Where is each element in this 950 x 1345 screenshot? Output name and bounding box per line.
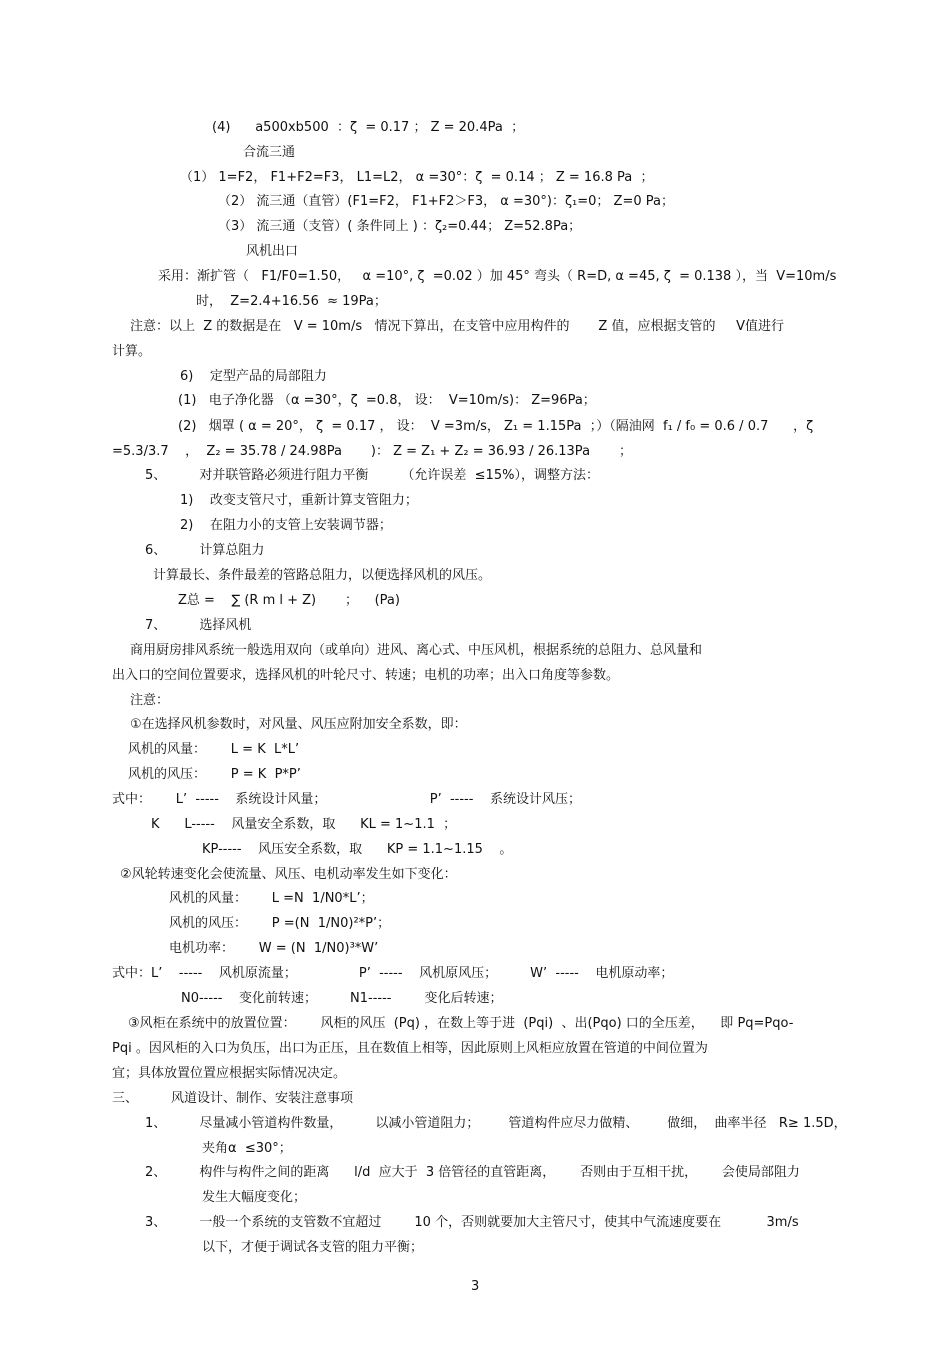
text-line: 发生大幅度变化；: [202, 1190, 307, 1205]
text-line: (4) a500xb500 ：ζ = 0.17 ； Z = 20.4Pa ；: [212, 120, 525, 135]
text-line: =5.3/3.7 ， Z₂ = 35.78 / 24.98Pa )： Z = Z₁ + Z₂ = 36.93 / 26.13Pa ；: [112, 444, 632, 459]
text-line: (1) 电子净化器 （α =30°，ζ =0.8， 设： V=10m/s)： Z=96Pa；: [178, 393, 596, 408]
text-line: ②风轮转速变化会使流量、风压、电机动率发生如下变化：: [120, 867, 457, 882]
page-number: 3: [471, 1279, 480, 1294]
text-line: 注意：以上 Z 的数据是在 V = 10m/s 情况下算出，在支管中应用构件的 Z 值，应根据支管的 V值进行: [130, 319, 785, 334]
text-line: 风机的风量： L = K L*L’: [128, 742, 300, 757]
text-line: 出入口的空间位置要求，选择风机的叶轮尺寸、转速；电机的功率；出入口角度等参数。: [112, 668, 620, 683]
text-line: 风机的风压： P = K P*P’: [128, 767, 301, 782]
text-line: 风机出口: [246, 244, 299, 259]
text-line: ①在选择风机参数时，对风量、风压应附加安全系数，即：: [130, 717, 467, 732]
text-line: 式中： L’ ----- 系统设计风量； P’ ----- 系统设计风压；: [112, 792, 581, 807]
text-line: 1) 改变支管尺寸，重新计算支管阻力；: [180, 493, 418, 508]
text-line: 2) 在阻力小的支管上安装调节器；: [180, 518, 392, 533]
text-line: KP----- 风压安全系数，取 KP = 1.1~1.15 。: [202, 842, 513, 857]
text-line: 采用：渐扩管（ F1/F0=1.50， α =10°, ζ =0.02 ）加 45° 弯头（ R=D, α =45, ζ = 0.138 ），当 V=10m/s: [158, 269, 837, 284]
text-line: 计算最长、条件最差的管路总阻力，以便选择风机的风压。: [153, 568, 492, 583]
text-line: 1、 尽量减小管道构件数量， 以减小管道阻力； 管道构件应尽力做精、 做细， 曲率半径 R≥ 1.5D，: [145, 1116, 847, 1131]
text-line: 商用厨房排风系统一般选用双向（或单向）进风、离心式、中压风机，根据系统的总阻力、总风量和: [130, 643, 703, 658]
text-line: 风机的风压： P =(N 1/N0)²*P’；: [169, 916, 391, 931]
text-line: （1） 1=F2， F1+F2=F3， L1=L2， α =30°：ζ = 0.14 ； Z = 16.8 Pa ；: [180, 170, 654, 185]
text-line: 6) 定型产品的局部阻力: [180, 369, 327, 384]
text-line: 式中：L’ ----- 风机原流量； P’ ----- 风机原风压； W’ ----- 电机原动率；: [112, 966, 674, 981]
text-line: 宜；具体放置位置应根据实际情况决定。: [112, 1066, 347, 1081]
text-line: （3） 流三通（支管）( 条件同上 ) ：ζ₂=0.44； Z=52.8Pa；: [218, 219, 582, 234]
text-line: 三、 风道设计、制作、安装注意事项: [112, 1091, 354, 1106]
text-line: 5、 对并联管路必须进行阻力平衡 （允许误差 ≤15%），调整方法：: [145, 468, 599, 483]
text-line: N0----- 变化前转速； N1----- 变化后转速；: [181, 991, 503, 1006]
text-line: 2、 构件与构件之间的距离 l/d 应大于 3 倍管径的直管距离， 否则由于互相干扰， 会使局部阻力: [145, 1165, 800, 1180]
text-line: （2） 流三通（直管）(F1=F2， F1+F2＞F3， α =30°)：ζ₁=0； Z=0 Pa；: [218, 194, 674, 209]
text-line: 电机功率： W = (N 1/N0)³*W’: [169, 941, 379, 956]
text-line: Pqi 。因风柜的入口为负压，出口为正压，且在数值上相等，因此原则上风柜应放置在管道的中间位置为: [112, 1041, 708, 1056]
text-line: 夹角α ≤30°；: [202, 1141, 292, 1156]
text-line: 注意：: [130, 693, 170, 708]
text-line: 以下，才便于调试各支管的阻力平衡；: [202, 1240, 424, 1255]
text-line: Z总 = ∑ (R m l + Z) ； (Pa): [178, 593, 400, 608]
text-line: 3、 一般一个系统的支管数不宜超过 10 个，否则就要加大主管尺寸，使其中气流速度要在 3m/s: [145, 1215, 799, 1230]
text-line: 时， Z=2.4+16.56 ≈ 19Pa；: [196, 294, 387, 309]
text-line: 合流三通: [243, 145, 296, 160]
text-line: 风机的风量： L =N 1/N0*L’；: [169, 891, 374, 906]
text-line: (2) 烟罩 ( α = 20°， ζ = 0.17 ， 设： V =3m/s， Z₁ = 1.15Pa ；）（隔油网 f₁ / f₀ = 0.6 / 0.7 ，ζ: [178, 419, 814, 434]
text-line: ③风柜在系统中的放置位置： 风柜的风压 (Pq) ，在数上等于进 (Pqi) 、出(Pqo) 口的全压差， 即 Pq=Pqo-: [128, 1016, 794, 1031]
text-line: K L----- 风量安全系数，取 KL = 1~1.1 ；: [151, 817, 457, 832]
text-line: 7、 选择风机: [145, 618, 252, 633]
text-line: 计算。: [112, 344, 152, 359]
text-line: 6、 计算总阻力: [145, 543, 265, 558]
